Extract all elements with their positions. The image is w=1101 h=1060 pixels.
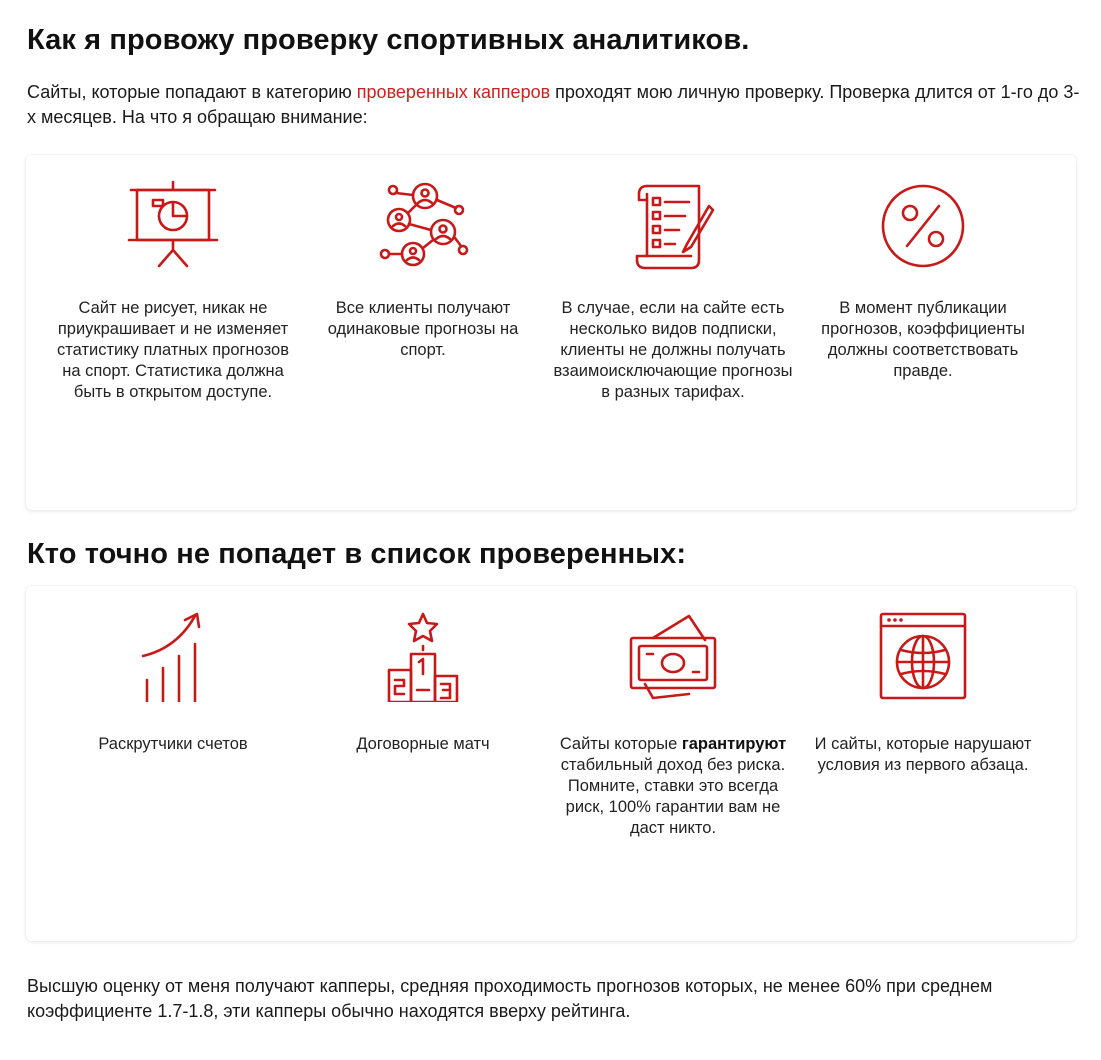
criteria-item-same-forecasts <box>303 180 543 359</box>
guarantee-text-start: Сайты которые <box>559 735 682 753</box>
intro-text-start: Сайты, которые попадают в категорию <box>27 82 357 102</box>
excluded-card <box>26 586 1076 941</box>
growth-chart-icon <box>123 610 223 702</box>
intro-text-end: проходят мою личную проверку. Проверка длится от 1-го до 3-х месяцев. На что я обращаю внимание: <box>27 82 1080 127</box>
criteria-text: Все клиенты получают одинаковые прогнозы на спорт. <box>327 299 519 359</box>
excluded-item-guaranteed-income <box>553 610 793 837</box>
excluded-text: Договорные матч <box>356 735 490 753</box>
presentation-board-icon <box>123 180 223 272</box>
excluded-item-fixed-matches <box>303 610 543 753</box>
excluded-text <box>553 734 793 839</box>
criteria-text: В случае, если на сайте есть несколько видов подписки, клиенты не должны получать взаимоисключающие прогнозы в разных тарифах. <box>553 299 793 401</box>
criteria-item-subscriptions <box>553 180 793 401</box>
section-title-excluded: Кто точно не попадет в список проверенных: <box>27 538 687 570</box>
guarantee-bold-word: гарантируют <box>681 735 787 753</box>
money-bills-icon <box>623 610 723 702</box>
section-title-check: Как я провожу проверку спортивных аналитиков. <box>27 24 750 56</box>
criteria-text: В момент публикации прогнозов, коэффициенты должны соответствовать правде. <box>821 299 1025 380</box>
browser-globe-icon <box>873 610 973 702</box>
criteria-item-coefficients <box>803 180 1043 380</box>
excluded-item-rule-violators <box>803 610 1043 774</box>
criteria-text: Сайт не рисует, никак не приукрашивает и не изменяет статистику платных прогнозов на спорт. Статистика должна быть в открытом доступе. <box>57 299 289 401</box>
excluded-item-account-boosters <box>53 610 293 753</box>
criteria-item-statistics <box>53 180 293 401</box>
podium-star-icon <box>373 610 473 702</box>
network-people-icon <box>373 180 473 272</box>
excluded-text: Раскрутчики счетов <box>98 735 248 753</box>
guarantee-text-end: стабильный доход без риска. Помните, ставки это всегда риск, 100% гарантии вам не даст никто. <box>560 756 786 837</box>
criteria-card <box>26 155 1076 510</box>
intro-paragraph <box>27 80 1087 130</box>
checklist-document-icon <box>623 180 723 272</box>
outro-paragraph: Высшую оценку от меня получают капперы, средняя проходимость прогнозов которых, не менее 60% при среднем коэффициенте 1.7-1.8, эти капперы обычно находятся вверху рейтинга. <box>27 976 993 1021</box>
excluded-text: И сайты, которые нарушают условия из первого абзаца. <box>814 735 1032 774</box>
percent-circle-icon <box>873 180 973 272</box>
verified-cappers-link[interactable]: проверенных капперов <box>356 82 551 102</box>
